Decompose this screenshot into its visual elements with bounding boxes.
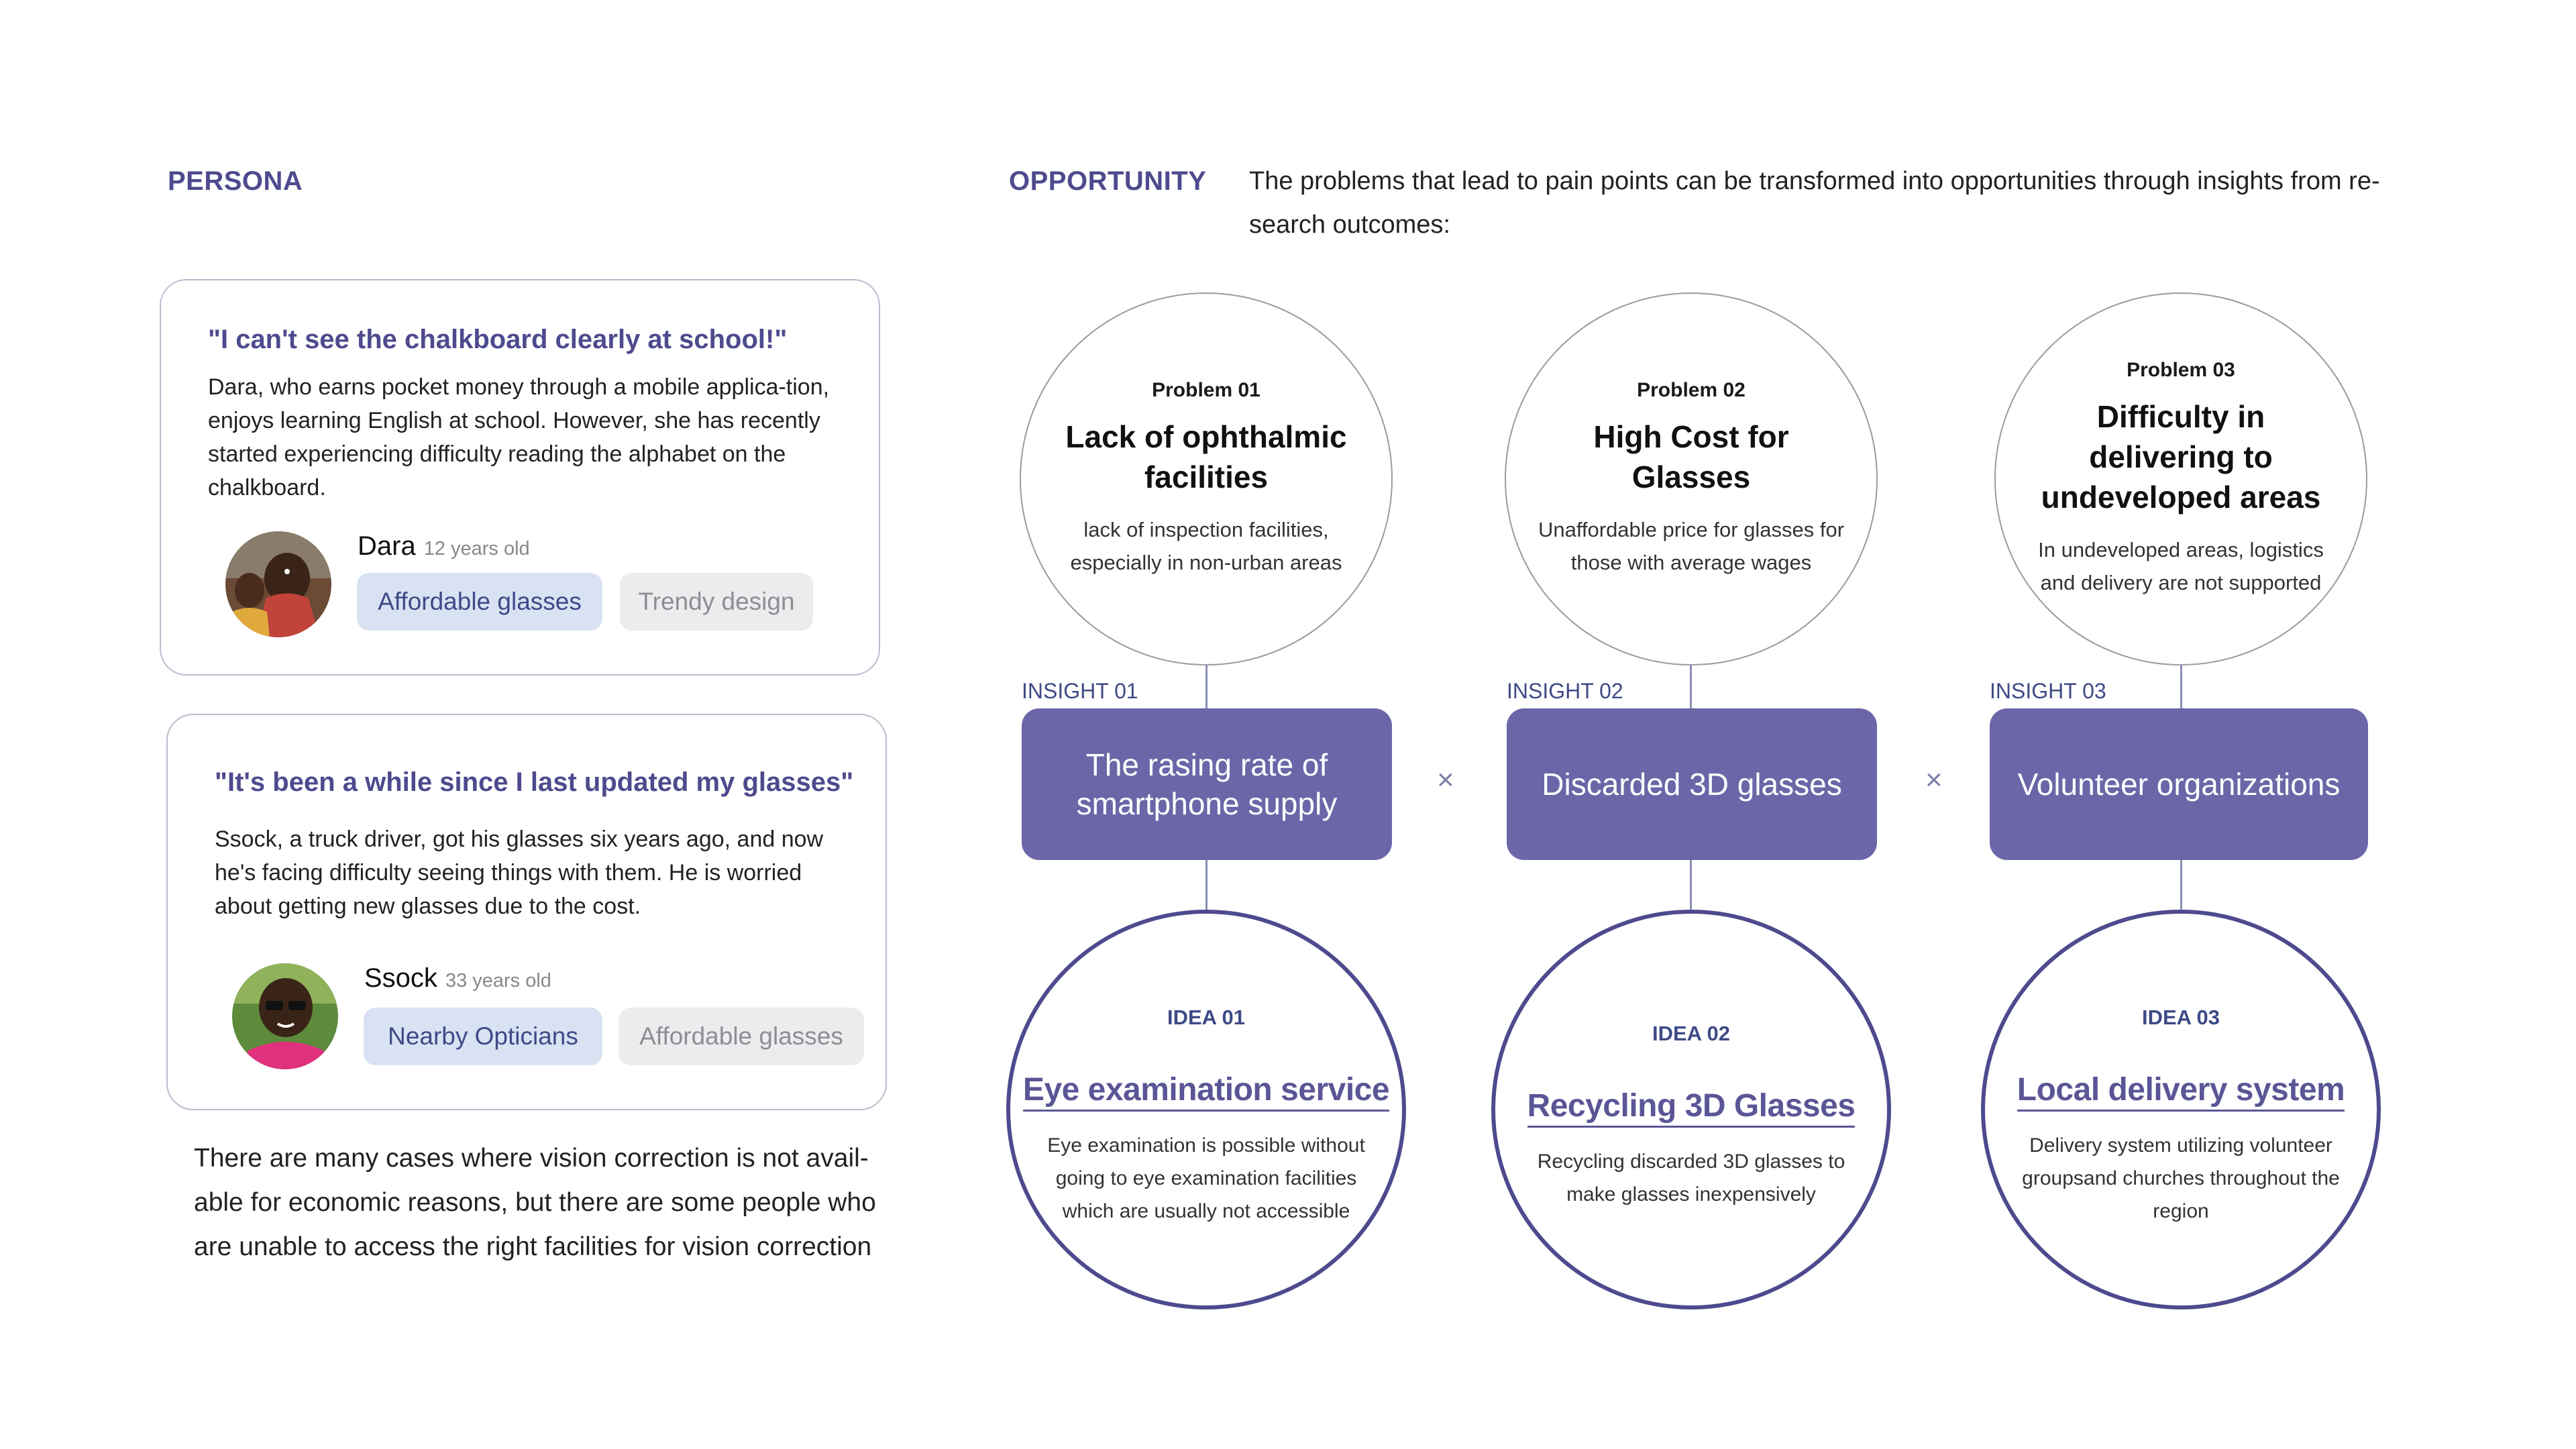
insight-label-03: INSIGHT 03 (1990, 679, 2106, 703)
idea-label: IDEA 01 (1167, 1005, 1245, 1029)
idea-title: Local delivery system (2017, 1071, 2345, 1112)
persona-name: Ssock (364, 963, 437, 993)
problem-description: lack of inspection facilities, especially in non-urban areas (1070, 518, 1342, 574)
idea-circle-02 (1491, 910, 1891, 1309)
persona-card-ssock (166, 714, 887, 1110)
problem-description: Unaffordable price for glasses for those with average wages (1538, 518, 1845, 574)
insight-label-01: INSIGHT 01 (1022, 679, 1138, 703)
insight-box-02: Discarded 3D glasses (1507, 708, 1877, 860)
persona-name: Dara (358, 531, 416, 561)
persona-section-title: PERSONA (168, 166, 303, 196)
problem-circle-03 (1994, 292, 2367, 665)
persona-card-dara (160, 279, 880, 676)
problem-label: Problem 03 (2127, 359, 2235, 381)
problem-circle-01 (1020, 292, 1393, 665)
problem-title: Difficulty in delivering to undeveloped areas (2041, 399, 2321, 515)
idea-label: IDEA 03 (2141, 1005, 2220, 1029)
problem-title: Lack of ophthalmic facilities (1065, 419, 1347, 494)
opportunity-section-title: OPPORTUNITY (1009, 166, 1207, 196)
tag-nearby-opticians: Nearby Opticians (364, 1008, 602, 1065)
avatar-dara (225, 531, 331, 637)
idea-title: Eye examination service (1023, 1071, 1389, 1112)
insight-box-01: The rasing rate of smartphone supply (1022, 708, 1392, 860)
persona-quote: "It's been a while since I last updated my glasses" (215, 767, 854, 797)
problem-description: In undeveloped areas, logistics and delivery are not supported (2038, 538, 2324, 594)
opportunity-intro: The problems that lead to pain points can be transformed into opportunities through insights from re-search outcomes: (1249, 167, 2380, 239)
insight-box-03: Volunteer organizations (1990, 708, 2368, 860)
times-icon: × (1437, 763, 1454, 796)
idea-circle-01 (1006, 910, 1406, 1309)
tag-affordable-glasses: Affordable glasses (357, 573, 602, 631)
times-icon: × (1925, 763, 1943, 796)
problem-title: High Cost for Glasses (1593, 419, 1789, 494)
idea-label: IDEA 02 (1652, 1022, 1730, 1045)
tag-affordable-glasses: Affordable glasses (619, 1008, 864, 1065)
idea-circle-03 (1981, 910, 2381, 1309)
persona-name-row (364, 963, 551, 994)
problem-circle-02 (1505, 292, 1878, 665)
persona-age: 12 years old (423, 538, 530, 559)
persona-description: Ssock, a truck driver, got his glasses six years ago, and now he's facing difficulty seeing things with them. He is worried about getting new glasses due to the cost. (215, 826, 824, 919)
problem-label: Problem 01 (1152, 379, 1260, 401)
persona-summary: There are many cases where vision correction is not avail-able for economic reasons, but there are some people who are unable to access the right facilities for vision correction (194, 1144, 876, 1261)
persona-description: Dara, who earns pocket money through a mobile applica-tion, enjoys learning English at school. However, she has recently started experiencing difficulty reading the alphabet on the chalkboard. (208, 374, 830, 500)
insight-label-02: INSIGHT 02 (1507, 679, 1623, 703)
tag-trendy-design: Trendy design (620, 573, 813, 631)
persona-name-row (358, 531, 530, 561)
persona-quote: "I can't see the chalkboard clearly at school!" (208, 325, 788, 354)
idea-description: Delivery system utilizing volunteer groupsand churches throughout the region (2022, 1134, 2340, 1222)
idea-title: Recycling 3D Glasses (1527, 1087, 1856, 1128)
persona-age: 33 years old (445, 970, 551, 991)
idea-description: Eye examination is possible without going to eye examination facilities which are usually not accessible (1047, 1134, 1365, 1222)
idea-description: Recycling discarded 3D glasses to make glasses inexpensively (1537, 1150, 1845, 1205)
avatar-ssock (232, 963, 338, 1069)
problem-label: Problem 02 (1637, 379, 1746, 401)
